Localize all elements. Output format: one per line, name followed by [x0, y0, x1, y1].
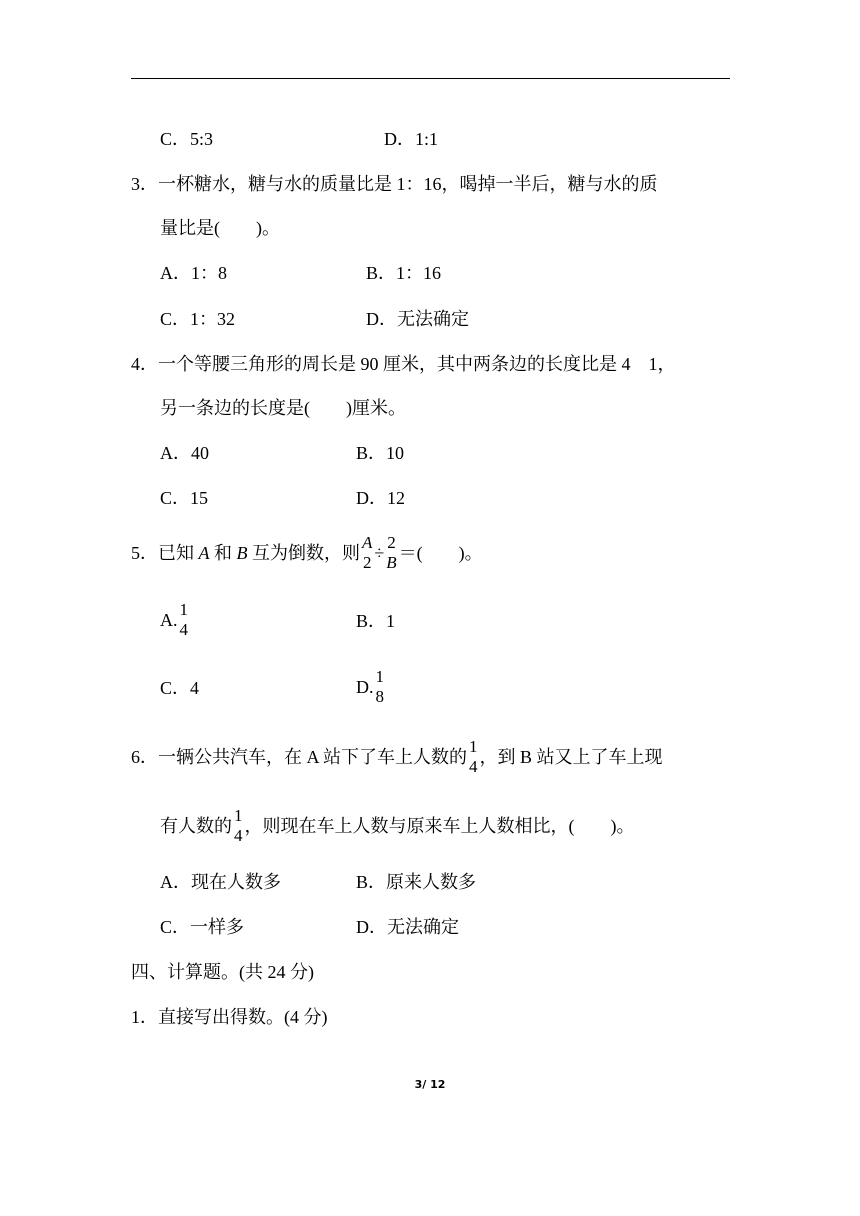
q5-text [131, 531, 483, 575]
q6-line2-prefix: 有人数的 [160, 816, 232, 836]
q6-text-line2 [160, 804, 635, 848]
q6-line1-numerator: 1 [469, 736, 478, 756]
q6-line1-fraction [468, 737, 479, 777]
section4-q1: 1．直接写出得数。(4 分) [131, 1007, 328, 1027]
q5-prefix: 5．已知 [131, 543, 199, 563]
q5-option-a [160, 598, 190, 642]
q6-line2-numerator: 1 [234, 805, 243, 825]
q5-option-d-denominator: 8 [375, 686, 384, 706]
q5-option-d-numerator: 1 [375, 666, 384, 686]
section4-heading: 四、计算题。(共 24 分) [131, 962, 314, 982]
q3-text-line1: 3．一杯糖水，糖与水的质量比是 1：16，喝掉一半后，糖与水的质 [131, 174, 658, 194]
q5-option-a-label: A. [160, 610, 178, 630]
q5-fraction-2 [385, 533, 397, 573]
q3-option-b: B．1：16 [366, 263, 442, 283]
q6-line2-suffix: ，则现在车上人数与原来车上人数相比，( )。 [244, 816, 635, 836]
q4-text-line1: 4．一个等腰三角形的周长是 90 厘米，其中两条边的长度比是 4 1， [131, 354, 676, 374]
q5-option-c: C．4 [160, 678, 200, 698]
q2-option-d: D．1:1 [384, 129, 438, 149]
q5-option-a-numerator: 1 [179, 599, 188, 619]
q4-option-b: B．10 [356, 443, 405, 463]
q6-line2-fraction [233, 806, 244, 846]
q5-mid1: 和 [209, 543, 237, 563]
q6-line2-denominator: 4 [234, 825, 243, 845]
q6-line1-suffix: ，到 B 站又上了车上现 [479, 747, 663, 767]
q5-option-b: B．1 [356, 611, 396, 631]
q3-text-line2: 量比是( )。 [160, 218, 280, 238]
q4-option-a: A．40 [160, 443, 209, 463]
q6-option-a: A．现在人数多 [160, 872, 281, 892]
page-number: 3/ 12 [414, 1078, 446, 1091]
q6-option-d: D．无法确定 [356, 917, 459, 937]
q4-option-c: C．15 [160, 488, 209, 508]
q4-text-line2: 另一条边的长度是( )厘米。 [160, 398, 406, 418]
q6-option-c: C．一样多 [160, 917, 245, 937]
q3-option-d: D．无法确定 [366, 309, 469, 329]
q4-option-d: D．12 [356, 488, 405, 508]
q5-option-a-denominator: 4 [179, 619, 188, 639]
q5-fraction-1-numerator: A [362, 532, 373, 552]
q3-option-c: C．1：32 [160, 309, 236, 329]
q3-option-a: A．1：8 [160, 263, 227, 283]
q6-option-b: B．原来人数多 [356, 872, 477, 892]
q5-option-a-fraction [179, 600, 190, 640]
q6-line1-denominator: 4 [469, 756, 478, 776]
q5-var-a: A [198, 543, 210, 563]
q5-fraction-2-denominator: B [386, 552, 397, 572]
q5-option-d [356, 665, 386, 709]
q5-divide-sign: ÷ [374, 543, 385, 563]
q6-text-line1 [131, 735, 663, 779]
q2-option-c: C．5:3 [160, 129, 214, 149]
q5-option-d-label: D. [356, 677, 374, 697]
q6-line1-prefix: 6．一辆公共汽车，在 A 站下了车上人数的 [131, 747, 468, 767]
q5-suffix: ＝( )。 [398, 543, 483, 563]
q5-mid2: 互为倒数，则 [247, 543, 360, 563]
header-rule [131, 78, 730, 79]
q5-var-b: B [236, 543, 248, 563]
q5-fraction-1 [361, 533, 373, 573]
q5-fraction-1-denominator: 2 [362, 552, 372, 572]
q5-option-d-fraction [375, 667, 386, 707]
q5-fraction-2-numerator: 2 [387, 532, 396, 552]
